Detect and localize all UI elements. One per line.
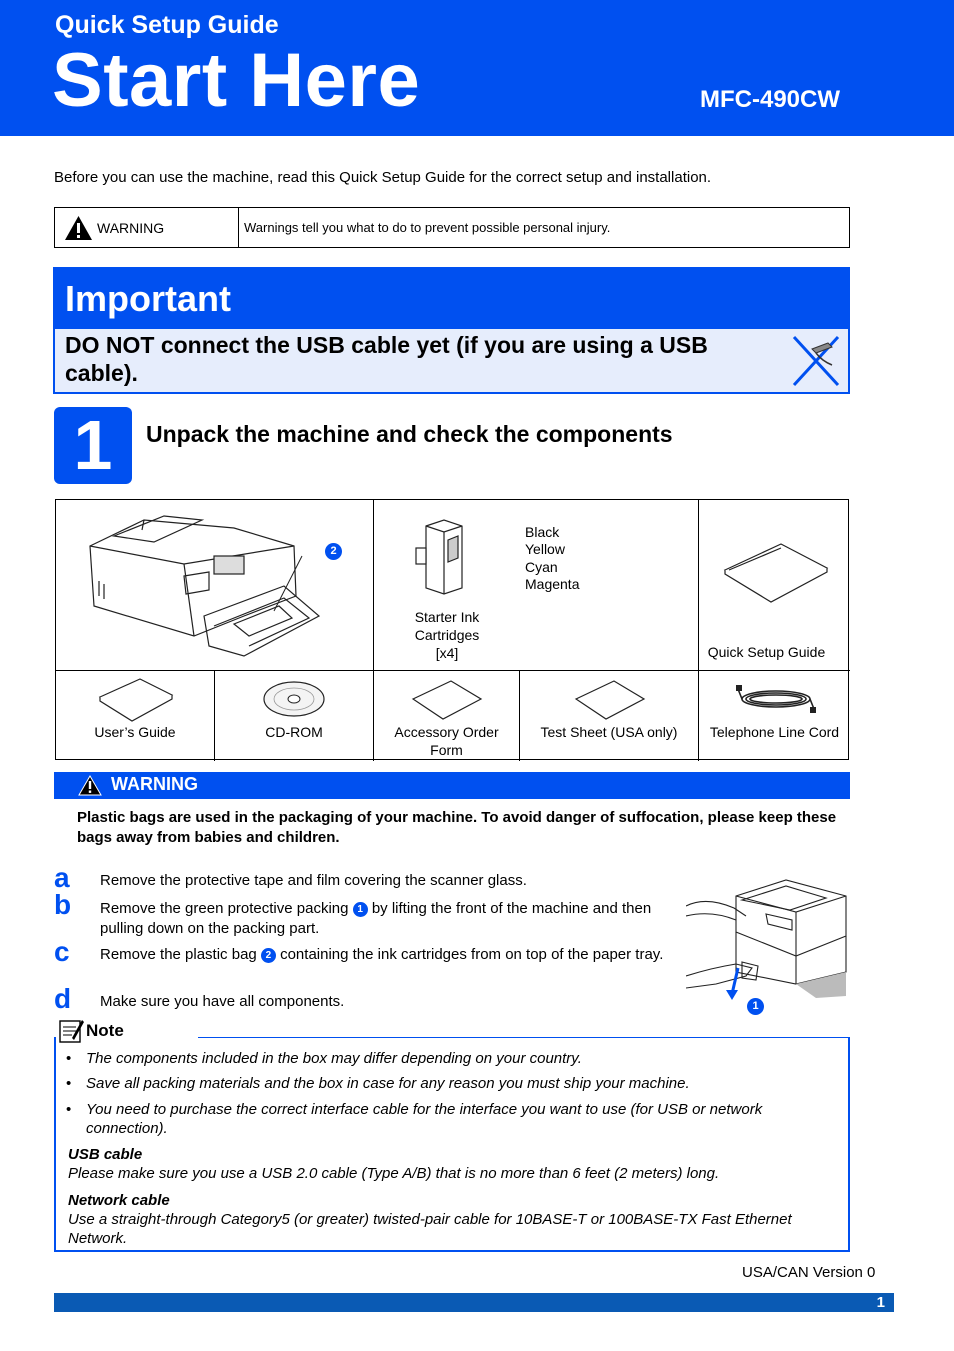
users-guide-booklet-icon: [96, 675, 176, 725]
warning-triangle-icon: [64, 215, 93, 241]
telephone-cord-label: Telephone Line Cord: [709, 724, 840, 740]
note-network-title: Network cable: [68, 1192, 170, 1209]
cell-ink-cartridges: [374, 500, 699, 671]
step-text-b-post: by lifting the front of the machine and then pulling down on the packing part.: [100, 900, 652, 937]
note-bullet-2: • Save all packing materials and the box in case for any reason you must ship your machine.: [66, 1075, 690, 1092]
booklet-icon: [721, 540, 831, 610]
note-label: Note: [86, 1021, 124, 1040]
warning-bar-label: WARNING: [111, 774, 198, 794]
cell-cd-rom: [215, 671, 374, 761]
callout-1-badge: 1: [353, 902, 368, 917]
quick-setup-guide-label: Quick Setup Guide: [707, 644, 826, 660]
step-title: Unpack the machine and check the components: [146, 421, 673, 447]
note-bullet-1: • The components included in the box may differ depending on your country.: [66, 1050, 582, 1067]
ink-color-black: Black: [525, 524, 560, 540]
step-number-badge: 1: [54, 407, 132, 484]
bullet-dot: •: [66, 1050, 72, 1067]
warning-legend-table: [54, 207, 850, 248]
step-text-b-pre: Remove the green protective packing: [100, 900, 353, 917]
step-letter-c: c: [54, 936, 70, 967]
users-guide-label: User’s Guide: [94, 724, 176, 740]
step-text-c-pre: Remove the plastic bag: [100, 946, 261, 963]
accessory-form-label-line1: Accessory Order: [394, 724, 499, 740]
important-text: DO NOT connect the USB cable yet (if you are using a USB cable).: [65, 332, 708, 386]
step-text-b: [100, 899, 688, 939]
note-bullet-3: • You need to purchase the correct interface cable for the interface you want to use (for USB or network connection).: [66, 1101, 763, 1137]
unpacking-figure: [686, 876, 848, 1016]
ink-label-line1: Starter Ink: [414, 609, 480, 625]
cell-machine: [56, 500, 374, 671]
machine-callout-2: 2: [325, 543, 342, 560]
machine-illustration: [84, 506, 334, 666]
warning-triangle-icon: [78, 775, 102, 796]
header-banner: [0, 0, 954, 136]
bullet-dot: •: [66, 1075, 72, 1092]
important-box: [53, 267, 850, 394]
note-usb-text: Please make sure you use a USB 2.0 cable (Type A/B) that is no more than 6 feet (2 meters) long.: [68, 1165, 720, 1182]
no-usb-cable-icon: [792, 335, 840, 387]
note-network-text: Use a straight-through Category5 (or greater) twisted-pair cable for 10BASE-T or 100BASE-TX Fast Ethernet Network.: [68, 1211, 792, 1247]
cell-quick-setup-guide: [699, 500, 850, 671]
guide-subtitle: Quick Setup Guide: [55, 11, 279, 39]
test-sheet-label: Test Sheet (USA only): [540, 724, 678, 740]
page-number: 1: [876, 1294, 885, 1311]
warning-legend-label-cell: [55, 208, 239, 247]
note-usb-title: USB cable: [68, 1146, 143, 1163]
page-title: Start Here: [52, 38, 421, 123]
warning-legend-label: WARNING: [97, 219, 165, 236]
cell-users-guide: [56, 671, 215, 761]
callout-2-badge: 2: [261, 948, 276, 963]
cd-rom-label: CD-ROM: [265, 724, 323, 740]
step-text-d: Make sure you have all components.: [100, 993, 345, 1010]
ink-color-yellow: Yellow: [525, 541, 565, 557]
warning-body-text: Plastic bags are used in the packaging of your machine. To avoid danger of suffocation, please keep these bags away from babies and children.: [77, 809, 837, 846]
telephone-cord-icon: [736, 681, 816, 717]
step-text-c-post: containing the ink cartridges from on top of the paper tray.: [275, 946, 664, 963]
step-text-a: Remove the protective tape and film covering the scanner glass.: [100, 872, 527, 889]
warning-bar: [54, 772, 850, 799]
warning-legend-description: Warnings tell you what to do to prevent possible personal injury.: [244, 220, 611, 235]
ink-label-line2: Cartridges: [414, 627, 480, 643]
cd-rom-icon: [262, 679, 326, 719]
ink-cartridge-icon: [414, 518, 474, 598]
figure-callout-1: 1: [747, 998, 764, 1015]
ink-color-magenta: Magenta: [525, 576, 580, 592]
accessory-form-sheet-icon: [411, 679, 483, 721]
cell-accessory-order-form: [374, 671, 520, 761]
version-text: USA/CAN Version 0: [742, 1264, 876, 1281]
model-name: MFC-490CW: [700, 86, 841, 113]
step-letter-b: b: [54, 889, 72, 920]
note-network-section: [68, 1191, 838, 1248]
intro-text: Before you can use the machine, read this Quick Setup Guide for the correct setup and installation.: [54, 169, 712, 186]
ink-label-line3: [x4]: [435, 645, 459, 661]
ink-color-cyan: Cyan: [525, 559, 558, 575]
bullet-dot: •: [66, 1101, 72, 1118]
important-heading: Important: [55, 269, 848, 329]
components-table: [55, 499, 849, 760]
step-letter-a: a: [54, 862, 70, 893]
accessory-form-label-line2: Form: [430, 742, 463, 758]
step-letter-d: d: [54, 983, 72, 1014]
note-usb-section: [68, 1145, 838, 1183]
cell-telephone-line-cord: [699, 671, 850, 761]
test-sheet-icon: [574, 679, 646, 721]
step-text-c: [100, 945, 688, 965]
footer-bar: [54, 1293, 894, 1312]
cell-test-sheet: [520, 671, 699, 761]
